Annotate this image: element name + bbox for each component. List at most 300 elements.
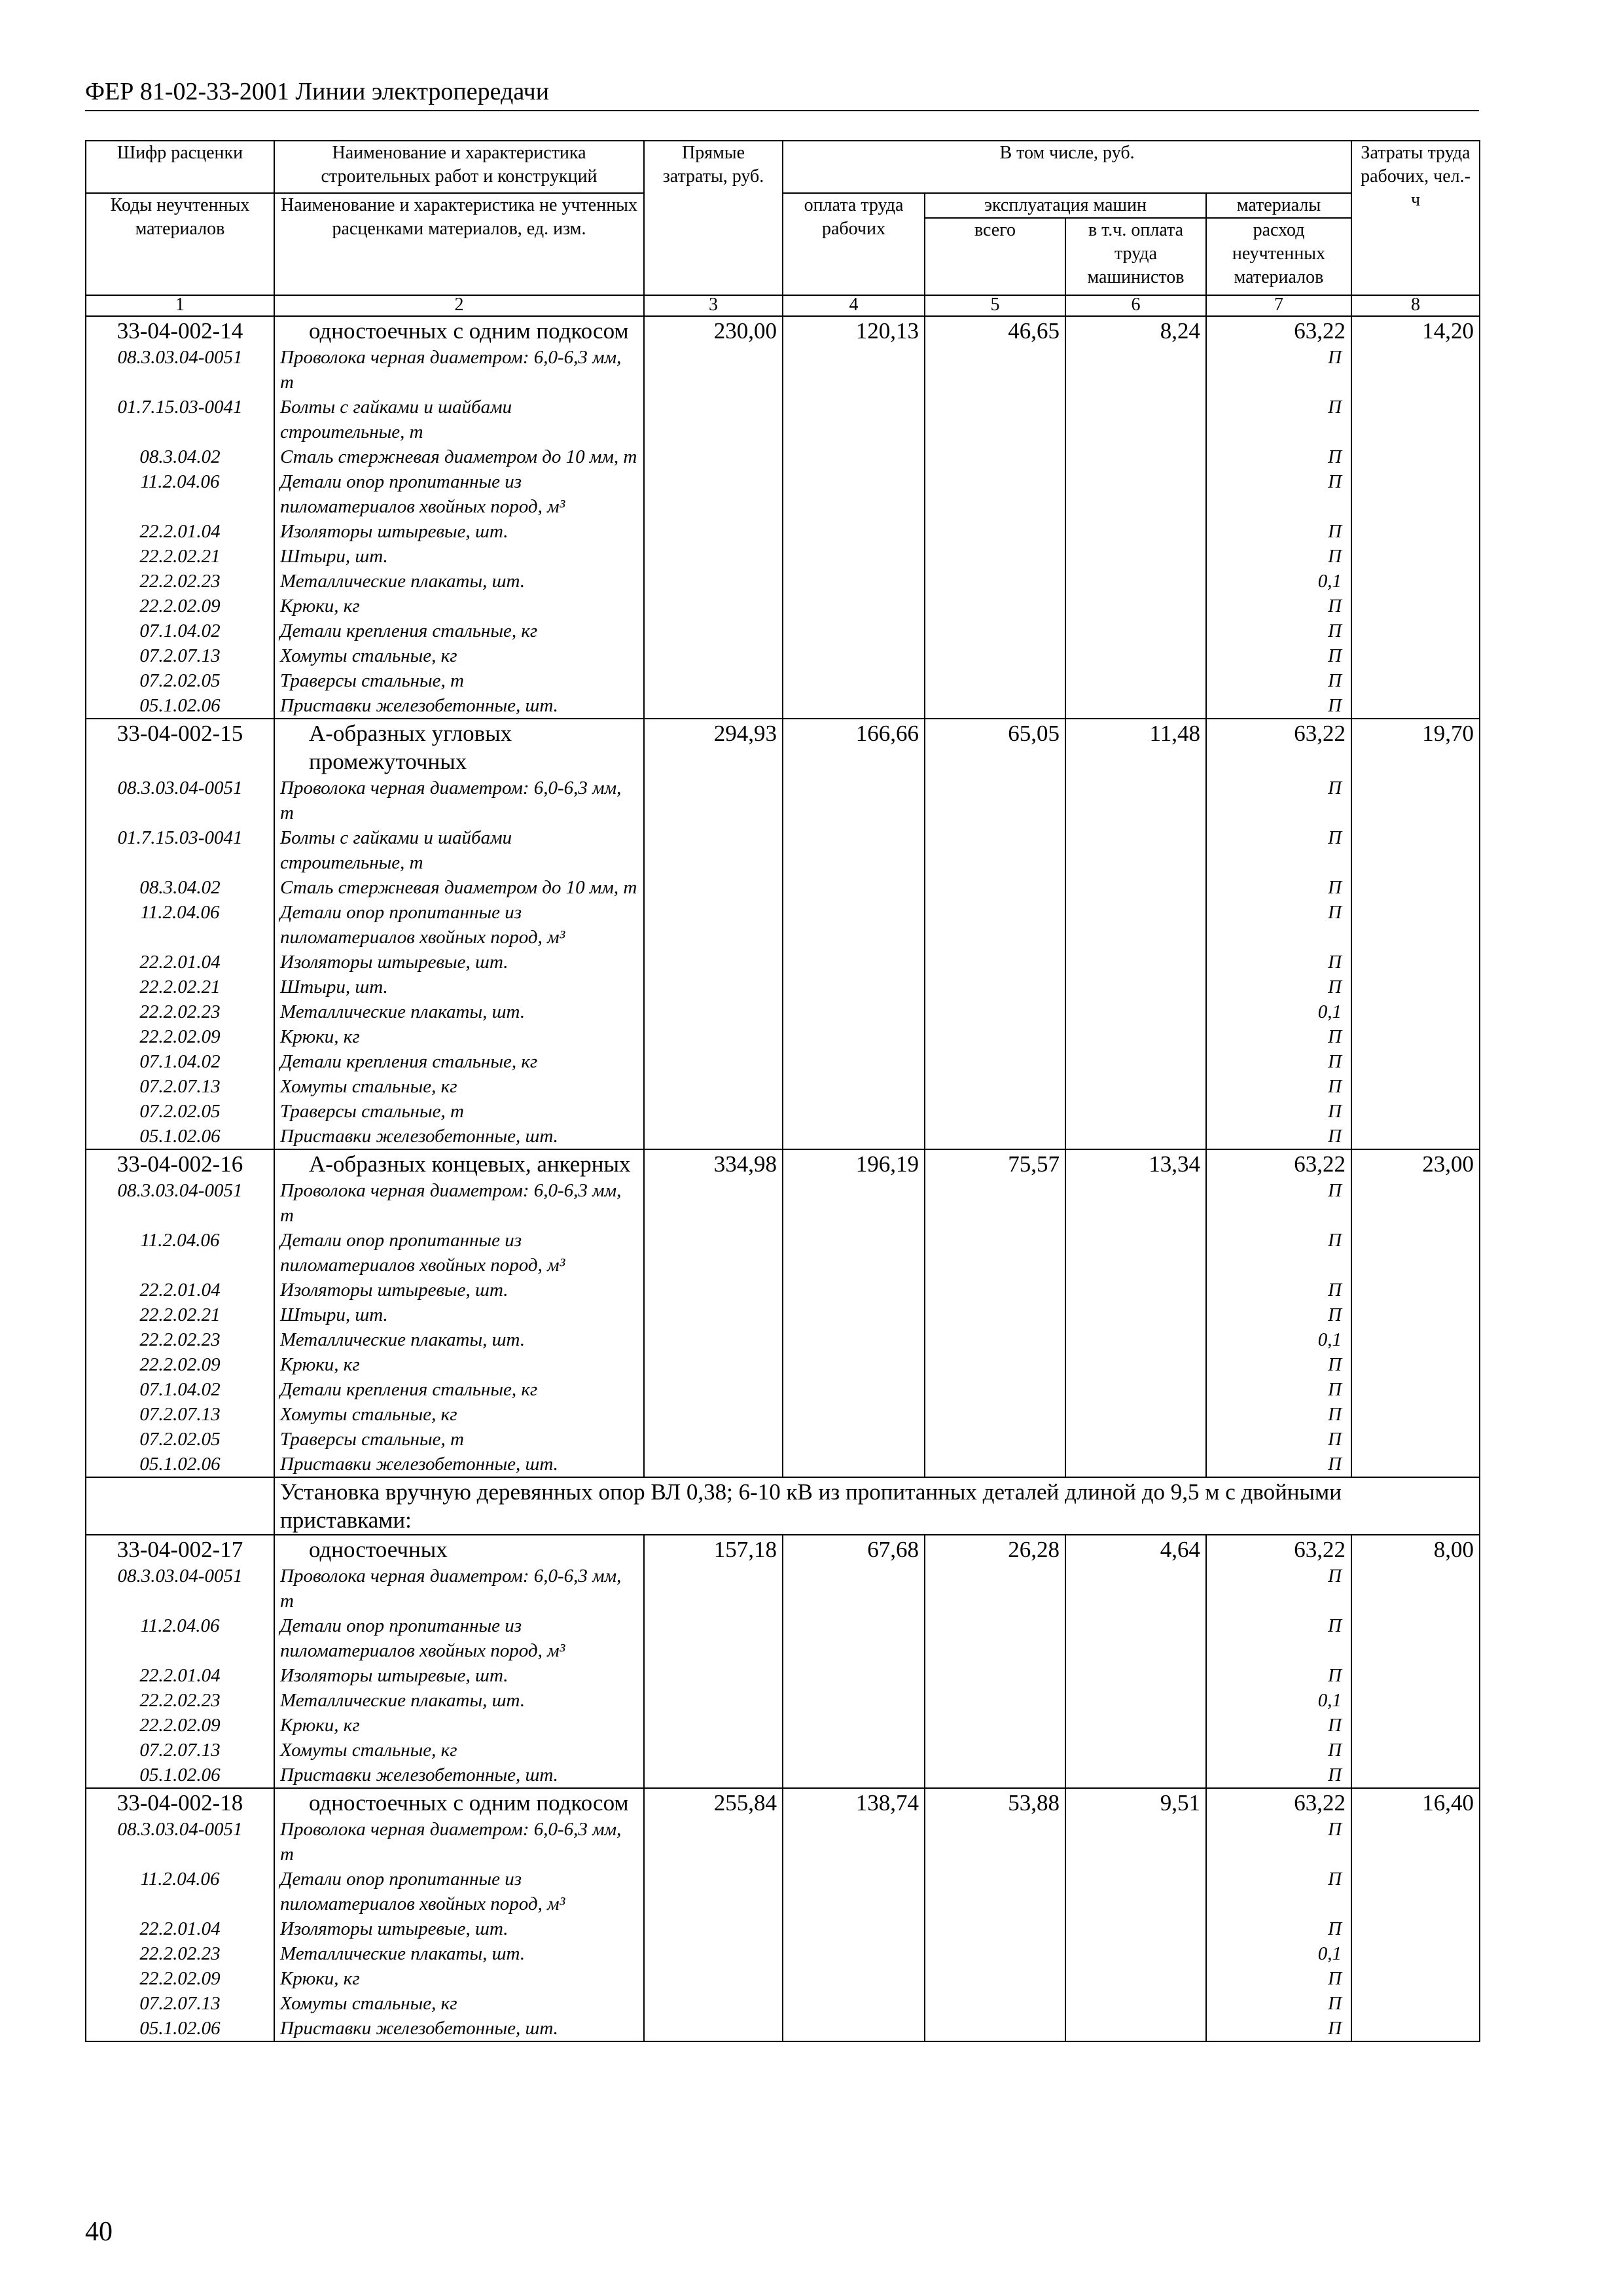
material-code: 05.1.02.06 <box>86 1124 274 1149</box>
header-wages: оплата труда рабочих <box>783 193 925 295</box>
empty-cell <box>1065 693 1206 719</box>
empty-cell <box>783 569 925 594</box>
material-row <box>86 950 1480 975</box>
empty-cell <box>644 950 783 975</box>
material-consumption: П <box>1206 1452 1351 1477</box>
empty-cell <box>1065 1564 1206 1613</box>
empty-cell <box>1065 999 1206 1024</box>
wages-value: 138,74 <box>783 1788 925 1817</box>
material-row <box>86 569 1480 594</box>
empty-cell <box>1351 1817 1480 1867</box>
material-row <box>86 1916 1480 1941</box>
empty-cell <box>1351 519 1480 544</box>
material-code: 22.2.02.09 <box>86 1024 274 1049</box>
column-number: 8 <box>1351 295 1480 316</box>
empty-cell <box>1351 1278 1480 1302</box>
material-row <box>86 1302 1480 1327</box>
material-row <box>86 1074 1480 1099</box>
column-number: 5 <box>925 295 1065 316</box>
machines-wages-value: 4,64 <box>1065 1535 1206 1564</box>
header-code-materials: Коды неучтенных материалов <box>86 193 274 295</box>
material-name: Крюки, кг <box>274 1966 644 1991</box>
material-code: 07.2.02.05 <box>86 668 274 693</box>
rate-code: 33-04-002-17 <box>86 1535 274 1564</box>
material-consumption: П <box>1206 1966 1351 1991</box>
empty-cell <box>783 1613 925 1663</box>
material-name: Проволока черная диаметром: 6,0-6,3 мм, т <box>274 345 644 395</box>
wages-value: 196,19 <box>783 1149 925 1178</box>
empty-cell <box>925 1074 1065 1099</box>
empty-cell <box>644 1916 783 1941</box>
material-row <box>86 1352 1480 1377</box>
rate-code: 33-04-002-14 <box>86 316 274 345</box>
empty-cell <box>783 1663 925 1688</box>
material-name: Траверсы стальные, т <box>274 1099 644 1124</box>
material-name: Детали опор пропитанные из пиломатериалов хвойных пород, м³ <box>274 1228 644 1278</box>
material-row <box>86 1941 1480 1966</box>
empty-cell <box>1351 668 1480 693</box>
material-code: 05.1.02.06 <box>86 1763 274 1788</box>
material-row <box>86 444 1480 469</box>
material-row <box>86 1613 1480 1663</box>
rate-row <box>86 1149 1480 1178</box>
machines-wages-value: 8,24 <box>1065 316 1206 345</box>
material-row <box>86 643 1480 668</box>
empty-cell <box>1065 1099 1206 1124</box>
material-name: Приставки железобетонные, шт. <box>274 693 644 719</box>
material-consumption: П <box>1206 1099 1351 1124</box>
empty-cell <box>783 1867 925 1916</box>
empty-cell <box>644 1178 783 1228</box>
empty-cell <box>925 900 1065 950</box>
material-code: 07.2.07.13 <box>86 643 274 668</box>
empty-cell <box>925 1178 1065 1228</box>
empty-cell <box>925 825 1065 875</box>
empty-cell <box>925 544 1065 569</box>
material-row <box>86 1278 1480 1302</box>
material-name: Крюки, кг <box>274 1713 644 1738</box>
material-consumption: П <box>1206 345 1351 395</box>
material-code: 11.2.04.06 <box>86 1228 274 1278</box>
material-row <box>86 975 1480 999</box>
material-row <box>86 1452 1480 1477</box>
material-name: Болты с гайками и шайбами строительные, т <box>274 825 644 875</box>
empty-cell <box>1351 2016 1480 2041</box>
material-code: 22.2.02.23 <box>86 1327 274 1352</box>
material-code: 11.2.04.06 <box>86 469 274 519</box>
empty-cell <box>783 1713 925 1738</box>
empty-cell <box>1065 1941 1206 1966</box>
table-body <box>86 316 1480 2041</box>
empty-cell <box>925 569 1065 594</box>
empty-cell <box>1351 1402 1480 1427</box>
empty-cell <box>1351 544 1480 569</box>
empty-cell <box>925 1763 1065 1788</box>
material-name: Сталь стержневая диаметром до 10 мм, т <box>274 875 644 900</box>
empty-cell <box>1065 1452 1206 1477</box>
empty-cell <box>783 1738 925 1763</box>
empty-cell <box>644 1302 783 1327</box>
machines-total-value: 26,28 <box>925 1535 1065 1564</box>
empty-cell <box>1065 544 1206 569</box>
header-machines: эксплуатация машин <box>925 193 1206 218</box>
material-consumption: П <box>1206 875 1351 900</box>
empty-cell <box>1065 1867 1206 1916</box>
empty-cell <box>925 1941 1065 1966</box>
empty-cell <box>1065 2016 1206 2041</box>
rate-name: одностоечных <box>274 1535 644 1564</box>
empty-cell <box>1065 345 1206 395</box>
empty-cell <box>1065 1124 1206 1149</box>
empty-cell <box>1065 1377 1206 1402</box>
empty-cell <box>1351 1228 1480 1278</box>
wages-value: 166,66 <box>783 719 925 776</box>
empty-cell <box>783 1124 925 1149</box>
material-consumption: П <box>1206 1613 1351 1663</box>
material-row <box>86 1402 1480 1427</box>
material-row <box>86 395 1480 444</box>
empty-cell <box>1351 825 1480 875</box>
empty-cell <box>644 975 783 999</box>
empty-cell <box>925 2016 1065 2041</box>
material-consumption: П <box>1206 2016 1351 2041</box>
empty-cell <box>1351 900 1480 950</box>
material-code: 05.1.02.06 <box>86 693 274 719</box>
material-consumption: 0,1 <box>1206 1688 1351 1713</box>
empty-cell <box>783 975 925 999</box>
material-code: 08.3.03.04-0051 <box>86 776 274 825</box>
empty-cell <box>783 1817 925 1867</box>
rates-table <box>85 140 1480 2042</box>
page-header <box>85 77 1479 111</box>
direct-costs-value: 157,18 <box>644 1535 783 1564</box>
material-row <box>86 544 1480 569</box>
material-row <box>86 825 1480 875</box>
material-code: 22.2.01.04 <box>86 1916 274 1941</box>
empty-cell <box>783 469 925 519</box>
empty-cell <box>1351 1763 1480 1788</box>
empty-cell <box>1351 594 1480 619</box>
rate-row <box>86 1788 1480 1817</box>
direct-costs-value: 230,00 <box>644 316 783 345</box>
material-row <box>86 2016 1480 2041</box>
material-consumption: П <box>1206 519 1351 544</box>
machines-wages-value: 13,34 <box>1065 1149 1206 1178</box>
material-row <box>86 900 1480 950</box>
header-direct-costs: Прямые затраты, руб. <box>644 141 783 295</box>
empty-cell <box>644 668 783 693</box>
section-row <box>86 1477 1480 1535</box>
empty-cell <box>644 345 783 395</box>
column-number: 6 <box>1065 295 1206 316</box>
header-materials-consumption: расход неучтенных материалов <box>1206 218 1351 295</box>
empty-cell <box>644 693 783 719</box>
empty-cell <box>86 1477 274 1535</box>
material-row <box>86 999 1480 1024</box>
empty-cell <box>1351 1024 1480 1049</box>
material-row <box>86 469 1480 519</box>
empty-cell <box>1351 776 1480 825</box>
rate-name: одностоечных с одним подкосом <box>274 1788 644 1817</box>
material-code: 07.2.02.05 <box>86 1427 274 1452</box>
materials-value: 63,22 <box>1206 1149 1351 1178</box>
empty-cell <box>783 395 925 444</box>
empty-cell <box>1065 1966 1206 1991</box>
empty-cell <box>925 619 1065 643</box>
empty-cell <box>1351 1178 1480 1228</box>
empty-cell <box>644 1452 783 1477</box>
wages-value: 120,13 <box>783 316 925 345</box>
header-name-materials: Наименование и характеристика не учтенных расценками материалов, ед. изм. <box>274 193 644 295</box>
material-code: 08.3.03.04-0051 <box>86 1817 274 1867</box>
empty-cell <box>644 594 783 619</box>
material-name: Металлические плакаты, шт. <box>274 569 644 594</box>
material-name: Хомуты стальные, кг <box>274 1991 644 2016</box>
empty-cell <box>1351 1377 1480 1402</box>
empty-cell <box>644 1124 783 1149</box>
empty-cell <box>1351 569 1480 594</box>
labor-value: 19,70 <box>1351 719 1480 776</box>
machines-total-value: 46,65 <box>925 316 1065 345</box>
material-consumption: 0,1 <box>1206 999 1351 1024</box>
empty-cell <box>1351 1074 1480 1099</box>
rate-row <box>86 1535 1480 1564</box>
empty-cell <box>644 1327 783 1352</box>
empty-cell <box>1351 1738 1480 1763</box>
empty-cell <box>783 519 925 544</box>
empty-cell <box>783 1278 925 1302</box>
material-code: 22.2.02.09 <box>86 1966 274 1991</box>
empty-cell <box>925 1613 1065 1663</box>
material-consumption: П <box>1206 1663 1351 1688</box>
column-number: 7 <box>1206 295 1351 316</box>
material-code: 22.2.02.21 <box>86 975 274 999</box>
material-code: 22.2.02.23 <box>86 569 274 594</box>
machines-wages-value: 9,51 <box>1065 1788 1206 1817</box>
material-row <box>86 1966 1480 1991</box>
empty-cell <box>644 1991 783 2016</box>
material-consumption: П <box>1206 643 1351 668</box>
empty-cell <box>1351 444 1480 469</box>
material-name: Крюки, кг <box>274 1024 644 1049</box>
empty-cell <box>1351 1049 1480 1074</box>
material-code: 11.2.04.06 <box>86 1613 274 1663</box>
material-name: Изоляторы штыревые, шт. <box>274 950 644 975</box>
material-consumption: П <box>1206 1916 1351 1941</box>
material-code: 07.2.07.13 <box>86 1738 274 1763</box>
material-row <box>86 1377 1480 1402</box>
material-code: 07.2.07.13 <box>86 1402 274 1427</box>
material-name: Детали крепления стальные, кг <box>274 619 644 643</box>
empty-cell <box>1065 1738 1206 1763</box>
empty-cell <box>644 776 783 825</box>
material-name: Металлические плакаты, шт. <box>274 1688 644 1713</box>
rate-code: 33-04-002-15 <box>86 719 274 776</box>
material-code: 22.2.02.23 <box>86 999 274 1024</box>
material-row <box>86 1427 1480 1452</box>
empty-cell <box>1065 1688 1206 1713</box>
empty-cell <box>644 444 783 469</box>
material-consumption: П <box>1206 619 1351 643</box>
empty-cell <box>925 643 1065 668</box>
empty-cell <box>925 875 1065 900</box>
empty-cell <box>925 950 1065 975</box>
empty-cell <box>925 1991 1065 2016</box>
empty-cell <box>783 875 925 900</box>
empty-cell <box>783 825 925 875</box>
material-consumption: П <box>1206 1278 1351 1302</box>
material-consumption: П <box>1206 1074 1351 1099</box>
material-name: Проволока черная диаметром: 6,0-6,3 мм, т <box>274 1178 644 1228</box>
direct-costs-value: 334,98 <box>644 1149 783 1178</box>
empty-cell <box>925 594 1065 619</box>
empty-cell <box>925 1327 1065 1352</box>
empty-cell <box>783 1228 925 1278</box>
table-header <box>86 141 1480 316</box>
direct-costs-value: 255,84 <box>644 1788 783 1817</box>
empty-cell <box>783 544 925 569</box>
empty-cell <box>783 619 925 643</box>
rate-name: одностоечных с одним подкосом <box>274 316 644 345</box>
empty-cell <box>644 619 783 643</box>
empty-cell <box>1351 950 1480 975</box>
material-name: Металлические плакаты, шт. <box>274 1327 644 1352</box>
empty-cell <box>1351 875 1480 900</box>
column-number: 2 <box>274 295 644 316</box>
empty-cell <box>925 1024 1065 1049</box>
material-consumption: П <box>1206 975 1351 999</box>
material-name: Сталь стержневая диаметром до 10 мм, т <box>274 444 644 469</box>
empty-cell <box>644 1278 783 1302</box>
empty-cell <box>925 519 1065 544</box>
labor-value: 23,00 <box>1351 1149 1480 1178</box>
material-code: 22.2.02.21 <box>86 544 274 569</box>
empty-cell <box>1351 345 1480 395</box>
empty-cell <box>1351 1991 1480 2016</box>
empty-cell <box>644 1402 783 1427</box>
material-code: 08.3.03.04-0051 <box>86 345 274 395</box>
material-consumption: П <box>1206 1377 1351 1402</box>
material-name: Изоляторы штыревые, шт. <box>274 1916 644 1941</box>
empty-cell <box>1351 1916 1480 1941</box>
empty-cell <box>1351 1966 1480 1991</box>
material-consumption: П <box>1206 1817 1351 1867</box>
material-name: Приставки железобетонные, шт. <box>274 2016 644 2041</box>
empty-cell <box>783 1377 925 1402</box>
empty-cell <box>644 643 783 668</box>
material-consumption: П <box>1206 1178 1351 1228</box>
empty-cell <box>925 1049 1065 1074</box>
empty-cell <box>1351 975 1480 999</box>
empty-cell <box>1351 1452 1480 1477</box>
empty-cell <box>925 345 1065 395</box>
material-consumption: П <box>1206 1427 1351 1452</box>
empty-cell <box>644 1763 783 1788</box>
empty-cell <box>783 900 925 950</box>
empty-cell <box>644 1099 783 1124</box>
material-name: Хомуты стальные, кг <box>274 1738 644 1763</box>
empty-cell <box>783 444 925 469</box>
empty-cell <box>783 950 925 975</box>
material-code: 07.2.07.13 <box>86 1991 274 2016</box>
empty-cell <box>1065 776 1206 825</box>
empty-cell <box>1065 975 1206 999</box>
material-name: Штыри, шт. <box>274 544 644 569</box>
empty-cell <box>1351 1663 1480 1688</box>
material-code: 22.2.01.04 <box>86 950 274 975</box>
material-name: Крюки, кг <box>274 1352 644 1377</box>
material-code: 05.1.02.06 <box>86 1452 274 1477</box>
material-consumption: П <box>1206 1302 1351 1327</box>
machines-total-value: 65,05 <box>925 719 1065 776</box>
material-consumption: П <box>1206 1049 1351 1074</box>
material-code: 22.2.01.04 <box>86 519 274 544</box>
empty-cell <box>644 1817 783 1867</box>
material-name: Штыри, шт. <box>274 1302 644 1327</box>
header-code-rate: Шифр расценки <box>86 141 274 193</box>
material-consumption: П <box>1206 544 1351 569</box>
material-name: Детали опор пропитанные из пиломатериалов хвойных пород, м³ <box>274 1867 644 1916</box>
material-name: Хомуты стальные, кг <box>274 1402 644 1427</box>
header-machines-total: всего <box>925 218 1065 295</box>
empty-cell <box>1351 1352 1480 1377</box>
material-consumption: П <box>1206 1713 1351 1738</box>
empty-cell <box>783 1991 925 2016</box>
empty-cell <box>644 519 783 544</box>
column-number: 1 <box>86 295 274 316</box>
material-code: 22.2.02.09 <box>86 1352 274 1377</box>
empty-cell <box>1065 1278 1206 1302</box>
empty-cell <box>1351 1427 1480 1452</box>
empty-cell <box>644 900 783 950</box>
material-row <box>86 1713 1480 1738</box>
empty-cell <box>644 1867 783 1916</box>
empty-cell <box>925 1427 1065 1452</box>
empty-cell <box>1351 1867 1480 1916</box>
material-row <box>86 1178 1480 1228</box>
empty-cell <box>644 1688 783 1713</box>
empty-cell <box>1351 1688 1480 1713</box>
material-code: 08.3.04.02 <box>86 875 274 900</box>
material-code: 01.7.15.03-0041 <box>86 395 274 444</box>
empty-cell <box>925 975 1065 999</box>
empty-cell <box>925 1352 1065 1377</box>
material-code: 22.2.02.21 <box>86 1302 274 1327</box>
rate-row <box>86 316 1480 345</box>
empty-cell <box>925 668 1065 693</box>
material-name: Приставки железобетонные, шт. <box>274 1452 644 1477</box>
empty-cell <box>1065 1613 1206 1663</box>
material-consumption: П <box>1206 1738 1351 1763</box>
material-code: 07.2.02.05 <box>86 1099 274 1124</box>
material-name: Крюки, кг <box>274 594 644 619</box>
empty-cell <box>644 1941 783 1966</box>
header-name-works: Наименование и характеристика строительных работ и конструкций <box>274 141 644 193</box>
material-row <box>86 1817 1480 1867</box>
empty-cell <box>783 1178 925 1228</box>
empty-cell <box>644 1713 783 1738</box>
material-consumption: П <box>1206 594 1351 619</box>
empty-cell <box>925 1817 1065 1867</box>
empty-cell <box>1065 1991 1206 2016</box>
empty-cell <box>1065 1663 1206 1688</box>
material-consumption: П <box>1206 1124 1351 1149</box>
material-code: 22.2.02.09 <box>86 1713 274 1738</box>
material-consumption: 0,1 <box>1206 1941 1351 1966</box>
empty-cell <box>644 1074 783 1099</box>
material-row <box>86 1124 1480 1149</box>
empty-cell <box>644 1024 783 1049</box>
